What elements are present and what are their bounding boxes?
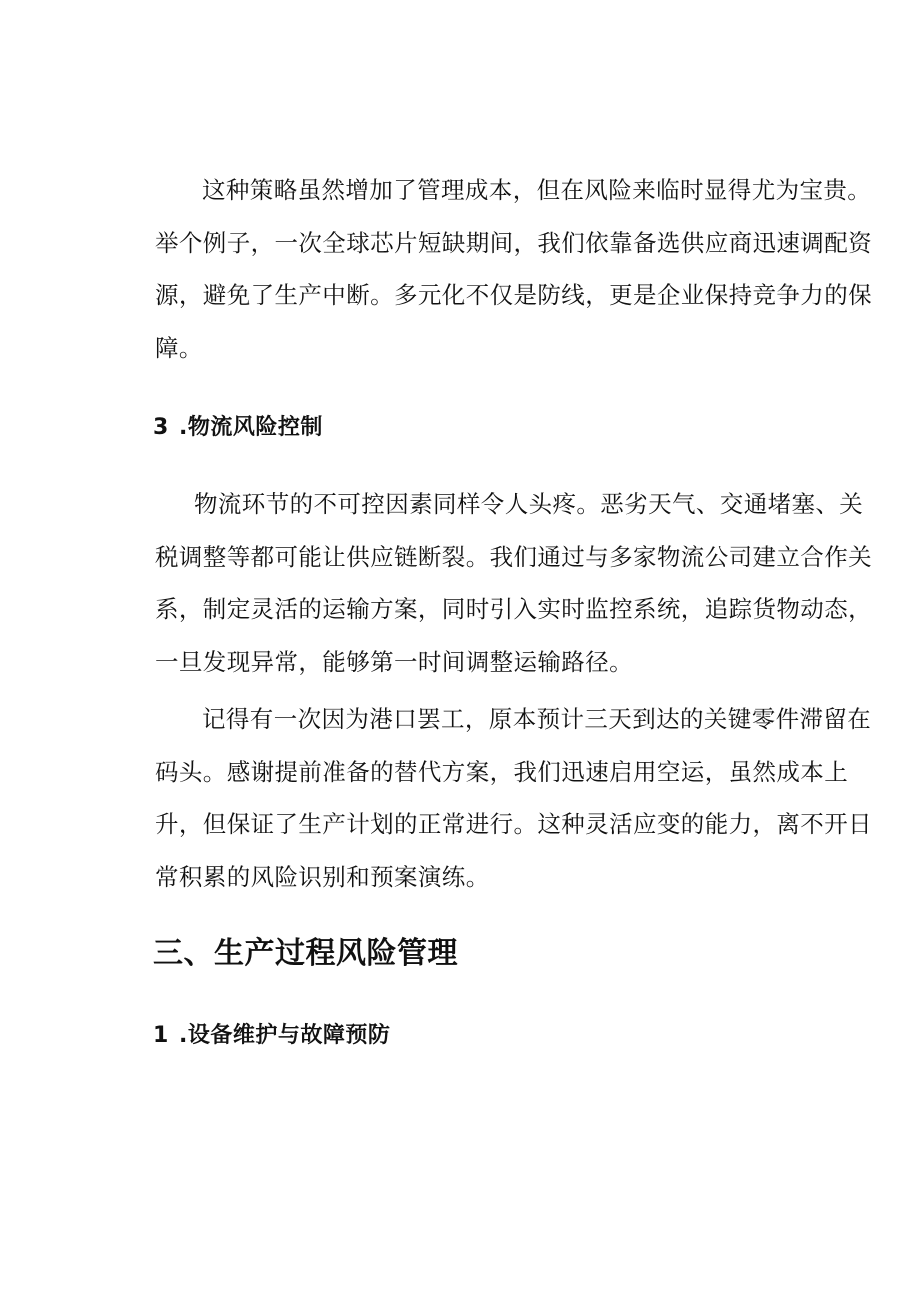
- subheading-title: .设备维护与故障预防: [179, 1023, 391, 1048]
- paragraph-line: 升，但保证了生产计划的正常进行。这种灵活应变的能力，离不开日: [155, 810, 872, 838]
- paragraph-line: 税调整等都可能让供应链断裂。我们通过与多家物流公司建立合作关: [155, 542, 872, 571]
- subheading-number: 3: [153, 415, 169, 440]
- paragraph-line: 常积累的风险识别和预案演练。: [155, 862, 490, 891]
- paragraph-strategy-cost: [108, 164, 872, 374]
- paragraph-line: 障。: [155, 333, 203, 362]
- paragraph-line: 物流环节的不可控因素同样令人头疼。恶劣天气、交通堵塞、关: [194, 490, 864, 518]
- paragraph-line: 系，制定灵活的运输方案，同时引入实时监控系统，追踪货物动态，: [155, 595, 872, 623]
- subheading-title: .物流风险控制: [179, 415, 323, 440]
- paragraph-line: 举个例子，一次全球芯片短缺期间，我们依靠备选供应商迅速调配资: [155, 228, 872, 257]
- subheading-number: 1: [153, 1023, 169, 1048]
- subheading-logistics-risk: [153, 410, 323, 441]
- paragraph-line: 一旦发现异常，能够第一时间调整运输路径。: [155, 647, 633, 676]
- paragraph-line: 记得有一次因为港口罢工，原本预计三天到达的关键零件滞留在: [202, 705, 872, 733]
- paragraph-line: 这种策略虽然增加了管理成本，但在风险来临时显得尤为宝贵。: [202, 176, 872, 204]
- paragraph-port-strike: [108, 693, 872, 903]
- section-heading-production-risk: 三、生产过程风险管理: [153, 936, 458, 971]
- paragraph-line: 码头。感谢提前准备的替代方案，我们迅速启用空运，虽然成本上: [155, 757, 849, 786]
- paragraph-line: 源，避免了生产中断。多元化不仅是防线，更是企业保持竞争力的保: [155, 281, 872, 309]
- paragraph-logistics: [108, 478, 872, 688]
- subheading-equipment-maintenance: [153, 1018, 390, 1049]
